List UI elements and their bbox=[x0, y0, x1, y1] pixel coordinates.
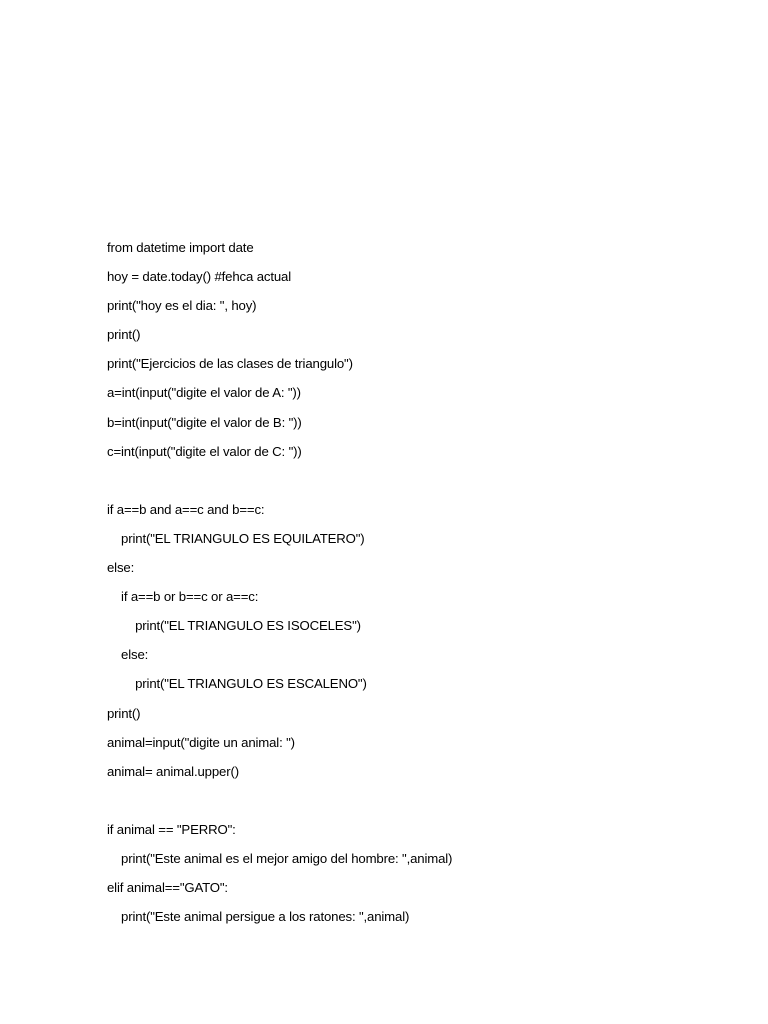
code-line: animal=input("digite un animal: ") bbox=[107, 734, 295, 750]
code-line: c=int(input("digite el valor de C: ")) bbox=[107, 443, 302, 459]
code-line: from datetime import date bbox=[107, 240, 254, 255]
code-line: animal= animal.upper() bbox=[107, 763, 239, 779]
code-line: print() bbox=[107, 705, 141, 721]
code-line: print("Este animal es el mejor amigo del hombre: ",animal) bbox=[107, 850, 453, 866]
code-line: else: bbox=[107, 647, 149, 663]
code-line: print("EL TRIANGULO ES ESCALENO") bbox=[107, 676, 367, 692]
code-line: hoy = date.today() #fehca actual bbox=[107, 269, 291, 285]
code-line: if a==b and a==c and b==c: bbox=[107, 501, 265, 517]
code-line: print("EL TRIANGULO ES EQUILATERO") bbox=[107, 530, 365, 546]
code-line: if animal == "PERRO": bbox=[107, 821, 236, 837]
code-line: elif animal=="GATO": bbox=[107, 880, 228, 896]
code-line: a=int(input("digite el valor de A: ")) bbox=[107, 385, 301, 401]
code-block bbox=[107, 236, 727, 934]
blank-line bbox=[107, 469, 727, 498]
code-line: print("hoy es el dia: ", hoy) bbox=[107, 298, 257, 314]
code-line: else: bbox=[107, 560, 135, 576]
code-line: b=int(input("digite el valor de B: ")) bbox=[107, 414, 302, 430]
code-line: print("EL TRIANGULO ES ISOCELES") bbox=[107, 618, 361, 634]
code-line: print() bbox=[107, 327, 141, 343]
code-line: print("Ejercicios de las clases de triangulo") bbox=[107, 356, 353, 372]
code-line: print("Este animal persigue a los ratones: ",animal) bbox=[107, 909, 410, 925]
code-line: if a==b or b==c or a==c: bbox=[107, 589, 259, 605]
blank-line bbox=[107, 789, 727, 818]
